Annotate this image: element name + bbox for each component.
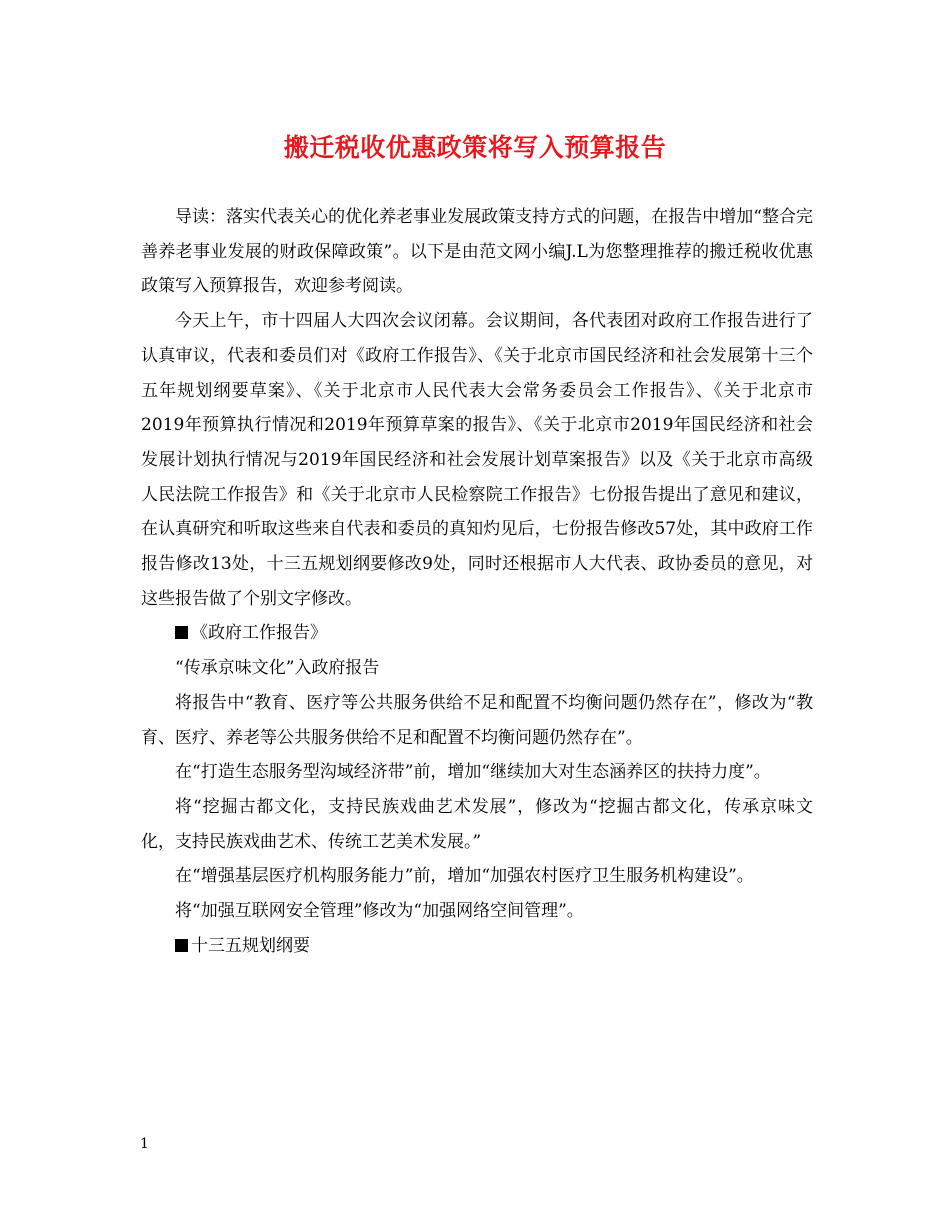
section-paragraph: “传承京味文化”入政府报告 xyxy=(175,658,380,679)
black-square-bullet-icon xyxy=(175,626,188,639)
section-heading-plan xyxy=(141,929,813,964)
body-paragraph: 今天上午，市十四届人大四次会议闭幕。会议期间，各代表团对政府工作报告进行了认真审议，代表和委员们对《政府工作报告》、《关于北京市国民经济和社会发展第十三个五年规划纲要草案》、《关于北京市人民代表大会常务委员会工作报告》、《关于北京市2019年预算执行情况和2019年预算草案的报告》、《关于北京市2019年国民经济和社会发展计划执行情况与2019年国民经济和社会发展计划草案报告》以及《关于北京市高级人民法院工作报告》和《关于北京市人民检察院工作报告》七份报告提出了意见和建议，在认真研究和听取这些来自代表和委员的真知灼见后，七份报告修改57处，其中政府工作报告修改13处，十三五规划纲要修改9处，同时还根据市人大代表、政协委员的意见，对这些报告做了个别文字修改。 xyxy=(141,311,813,609)
section-paragraph: 将“挖掘古都文化，支持民族戏曲艺术发展”，修改为“挖掘古都文化，传承京味文化，支持民族戏曲艺术、传统工艺美术发展。” xyxy=(141,796,813,852)
section-paragraph: 将“加强互联网安全管理”修改为“加强网络空间管理”。 xyxy=(175,901,584,922)
section-heading-gov-report xyxy=(141,616,813,651)
section-heading-text: 十三五规划纲要 xyxy=(191,935,310,956)
page-number: 1 xyxy=(140,1136,149,1152)
section-paragraph: 在“增强基层医疗机构服务能力”前，增加“加强农村医疗卫生服务机构建设”。 xyxy=(175,866,754,887)
black-square-bullet-icon xyxy=(175,939,188,952)
document-body xyxy=(141,200,813,963)
intro-paragraph: 导读：落实代表关心的优化养老事业发展政策支持方式的问题，在报告中增加“整合完善养老事业发展的财政保障政策”。以下是由范文网小编J.L为您整理推荐的搬迁税收优惠政策写入预算报告，欢迎参考阅读。 xyxy=(141,207,813,297)
section-paragraph: 在“打造生态服务型沟域经济带”前，增加“继续加大对生态涵养区的扶持力度”。 xyxy=(175,762,771,783)
page-title: 搬迁税收优惠政策将写入预算报告 xyxy=(283,133,667,162)
section-heading-text: 《政府工作报告》 xyxy=(191,623,327,644)
section-paragraph: 将报告中“教育、医疗等公共服务供给不足和配置不均衡问题仍然存在”，修改为“教育、医疗、养老等公共服务供给不足和配置不均衡问题仍然存在”。 xyxy=(141,692,813,748)
